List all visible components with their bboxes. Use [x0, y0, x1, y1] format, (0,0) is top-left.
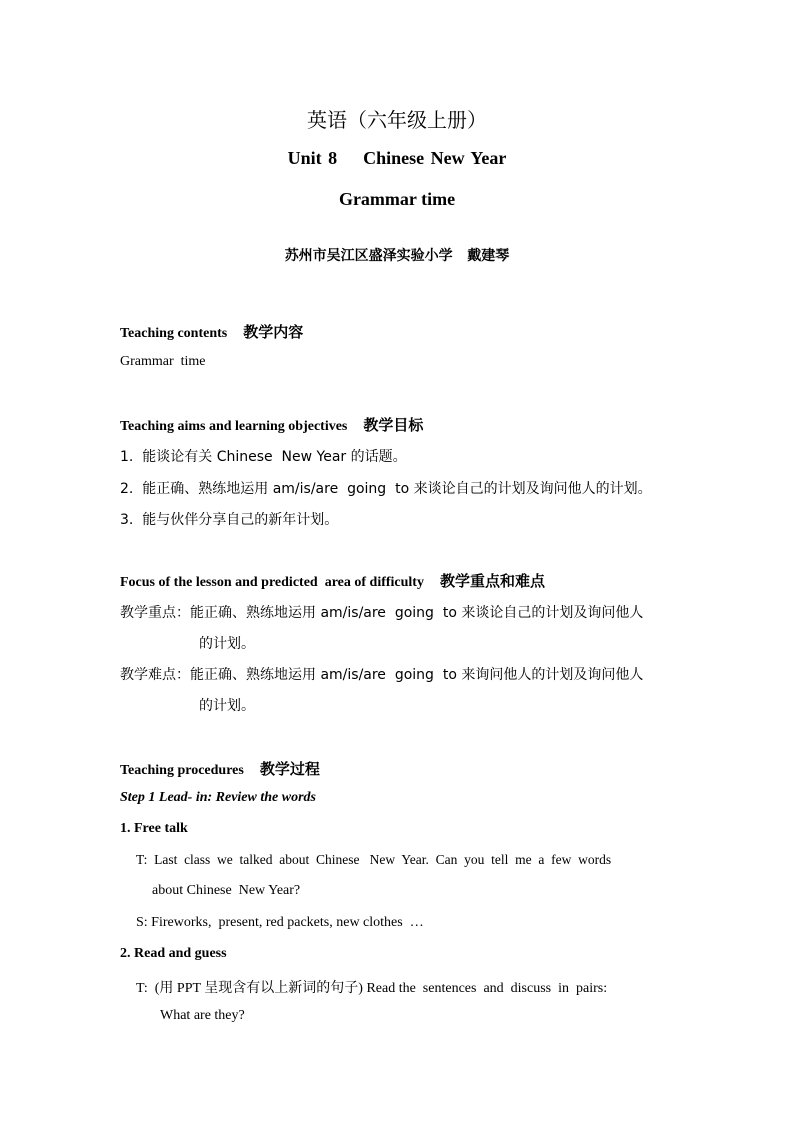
teacher-line-2-cont: What are they?	[160, 1008, 245, 1023]
aims-heading	[120, 414, 423, 435]
teacher-line-1: T: Last class we talked about Chinese New Year. Can you tell me a few words	[136, 852, 612, 867]
aims-heading-en: Teaching aims and learning objectives	[120, 419, 348, 434]
focus-difficulty-line-1: 教学难点：能正确、熟练地运用 am/is/are going to 来询问他人的计划及询问他人	[120, 667, 644, 683]
teacher-line-2: T: (用 PPT 呈现含有以上新词的句子) Read the sentences and discuss in pairs:	[136, 981, 608, 996]
focus-heading-en: Focus of the lesson and predicted area of difficulty	[120, 575, 424, 590]
document-title: 英语（六年级上册）	[307, 108, 487, 132]
unit-title: Unit 8 Chinese New Year	[287, 148, 507, 168]
procedures-heading-en: Teaching procedures	[120, 763, 244, 778]
teacher-line-1-cont: about Chinese New Year?	[152, 883, 301, 898]
focus-heading-cn: 教学重点和难点	[439, 572, 545, 590]
aims-item-1: 1. 能谈论有关 Chinese New Year 的话题。	[120, 449, 407, 465]
free-talk-title: 1. Free talk	[120, 821, 188, 836]
read-and-guess-title: 2. Read and guess	[120, 946, 227, 961]
procedures-heading-cn: 教学过程	[259, 760, 320, 778]
focus-difficulty-line-2: 的计划。	[199, 698, 255, 714]
step-1-title: Step 1 Lead- in: Review the words	[120, 790, 316, 805]
contents-heading	[120, 321, 303, 342]
aims-heading-cn: 教学目标	[363, 416, 424, 434]
author-line: 苏州市吴江区盛泽实验小学 戴建琴	[284, 248, 510, 264]
focus-heading	[120, 570, 545, 591]
contents-heading-en: Teaching contents	[120, 326, 228, 341]
aims-item-2: 2. 能正确、熟练地运用 am/is/are going to 来谈论自己的计划及询问他人的计划。	[120, 481, 652, 497]
contents-heading-cn: 教学内容	[243, 323, 304, 341]
contents-body: Grammar time	[120, 354, 206, 369]
focus-key-line-2: 的计划。	[199, 636, 255, 652]
aims-item-3: 3. 能与伙伴分享自己的新年计划。	[120, 512, 339, 528]
section-title: Grammar time	[338, 189, 456, 209]
focus-key-line-1: 教学重点：能正确、熟练地运用 am/is/are going to 来谈论自己的计划及询问他人	[120, 605, 644, 621]
procedures-heading	[120, 758, 320, 779]
student-line-1: S: Fireworks, present, red packets, new clothes …	[136, 915, 424, 930]
